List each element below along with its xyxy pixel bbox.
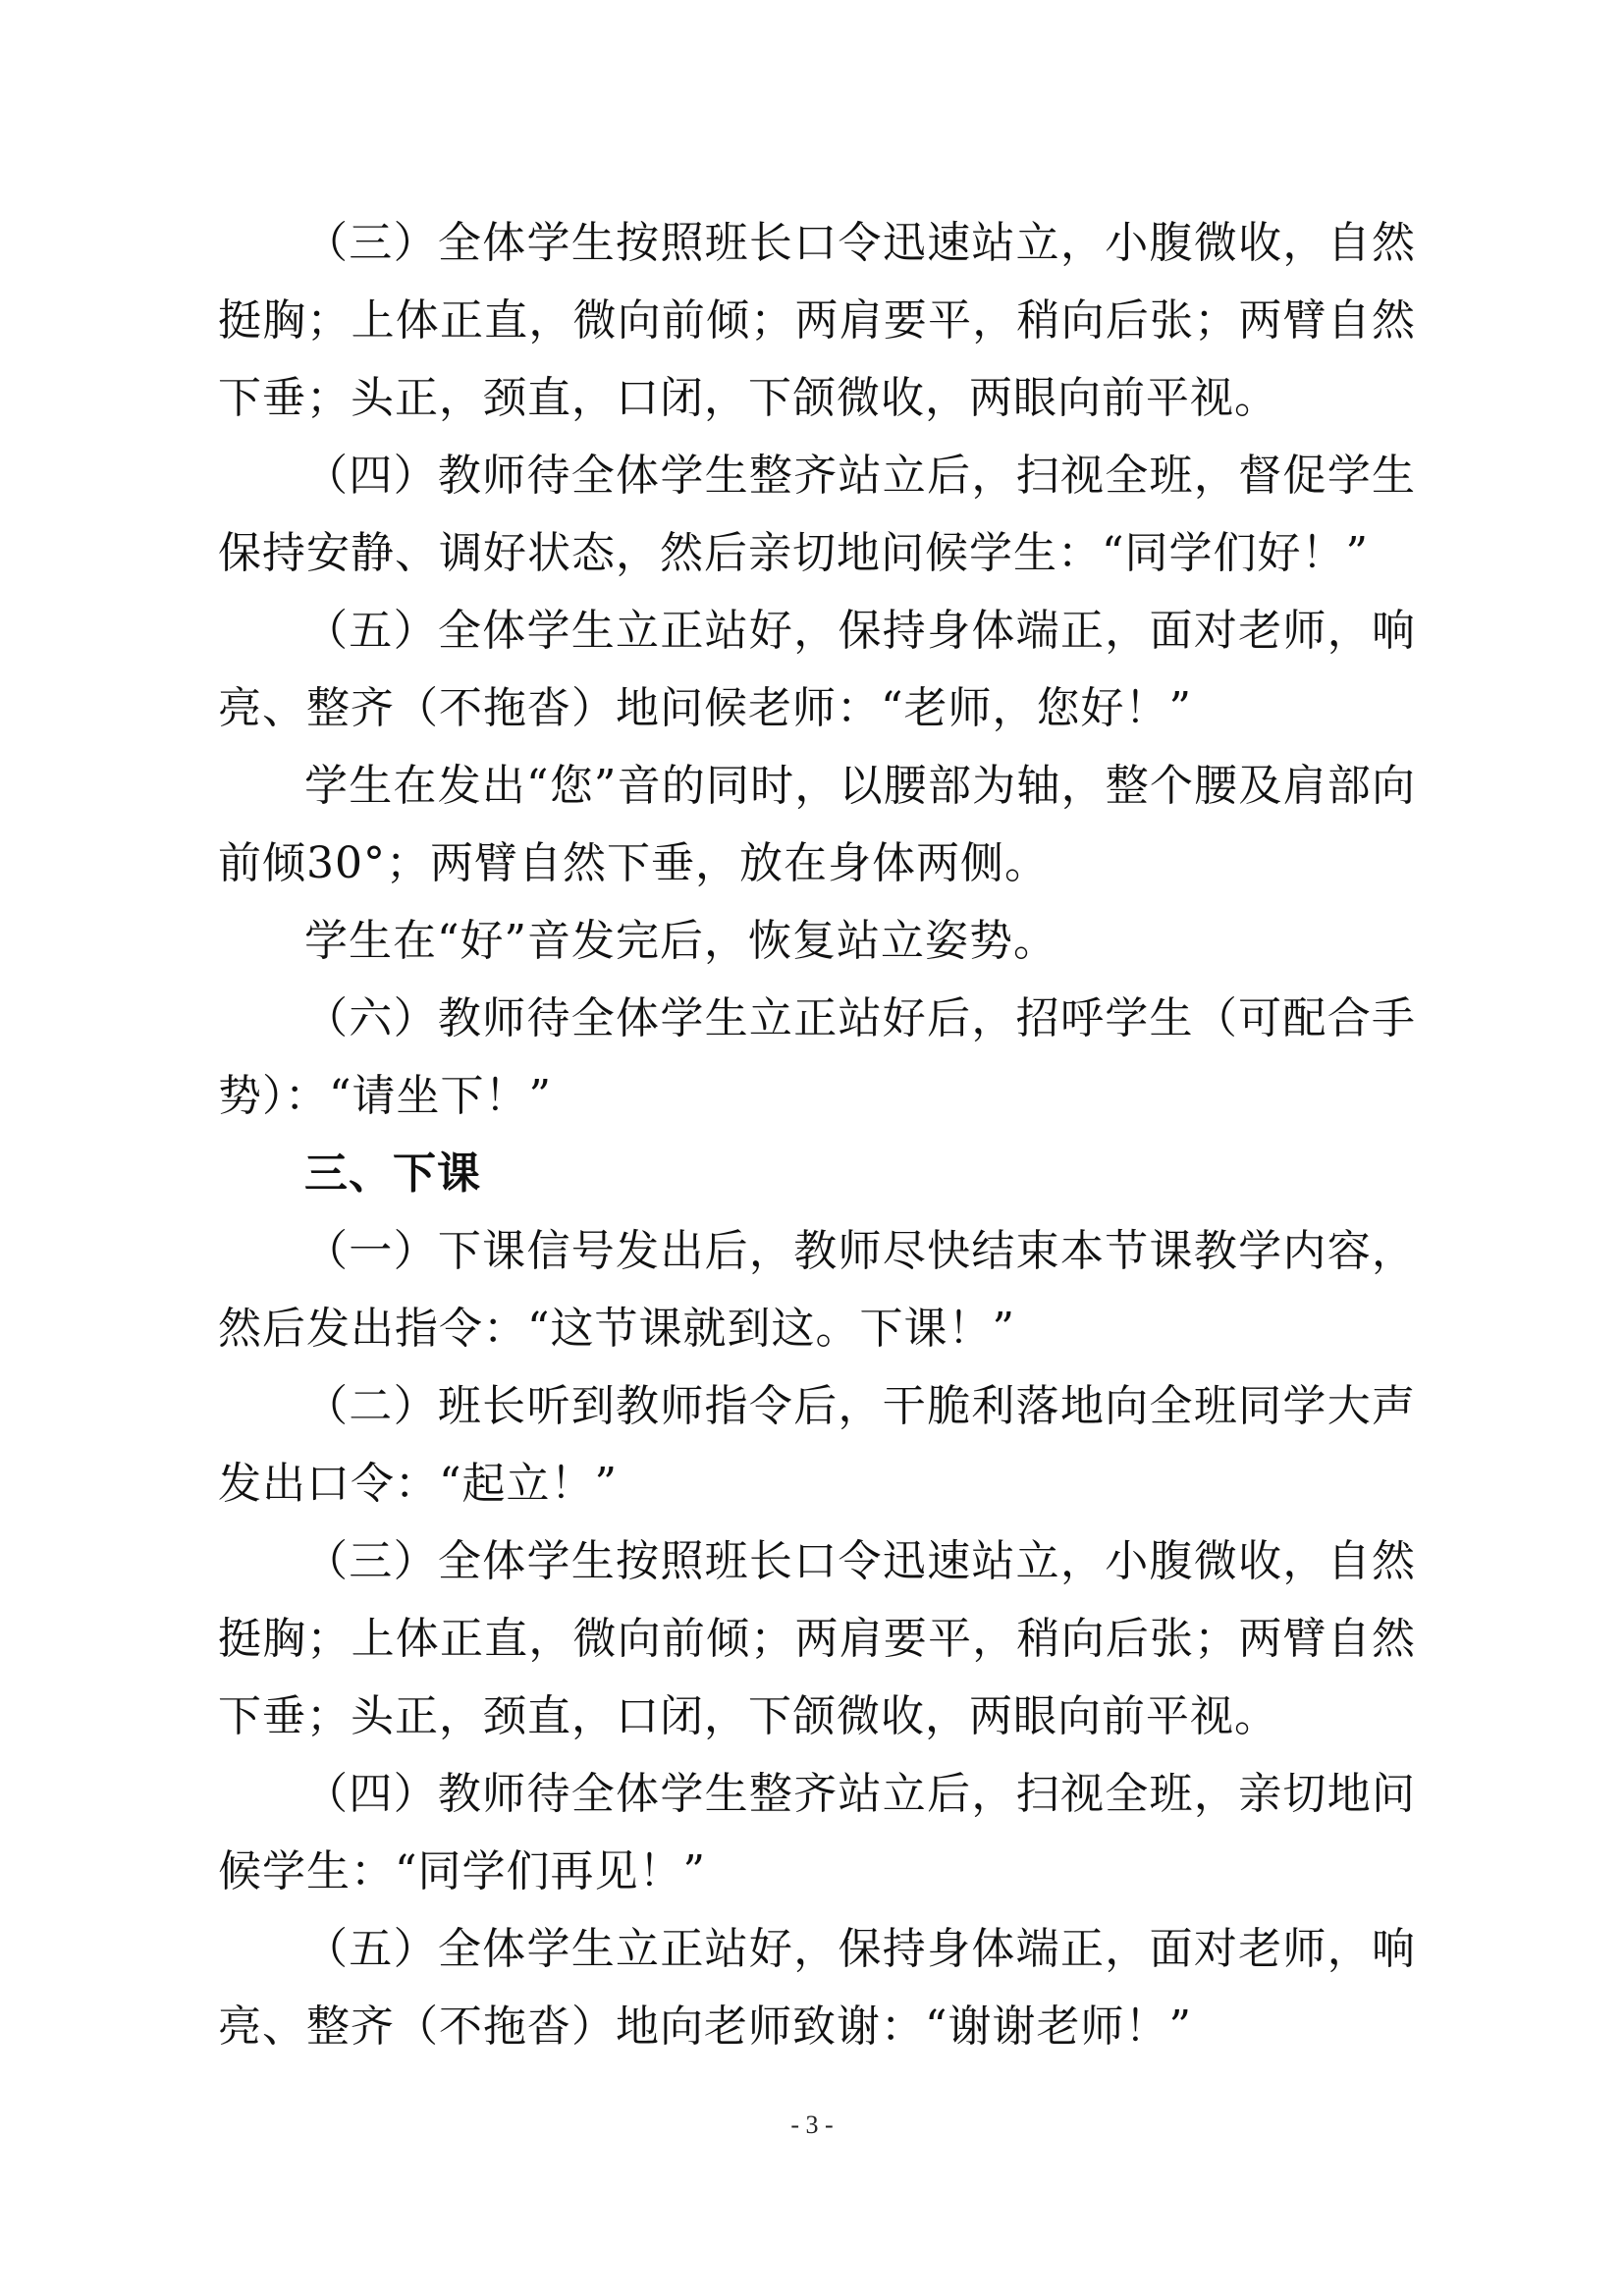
paragraph: （五）全体学生立正站好，保持身体端正，面对老师，响亮、整齐（不拖沓）地向老师致谢：“谢谢老师！” [218, 1924, 1416, 2052]
document-body [218, 204, 1416, 2065]
paragraph: （五）全体学生立正站好，保持身体端正，面对老师，响亮、整齐（不拖沓）地问候老师：“老师，您好！” [218, 606, 1416, 733]
section-heading: 三、下课 [304, 1148, 481, 1199]
paragraph: 学生在发出“您”音的同时，以腰部为轴，整个腰及肩部向前倾30°；两臂自然下垂，放在身体两侧。 [218, 761, 1416, 888]
paragraph: （四）教师待全体学生整齐站立后，扫视全班，督促学生保持安静、调好状态，然后亲切地问候学生：“同学们好！” [218, 451, 1416, 578]
paragraph: （三）全体学生按照班长口令迅速站立，小腹微收，自然挺胸；上体正直，微向前倾；两肩要平，稍向后张；两臂自然下垂；头正，颈直，口闭，下颌微收，两眼向前平视。 [218, 1536, 1416, 1741]
paragraph: （一）下课信号发出后，教师尽快结束本节课教学内容，然后发出指令：“这节课就到这。下课！” [218, 1226, 1416, 1354]
page-number: - 3 - [790, 2110, 834, 2139]
paragraph: （六）教师待全体学生立正站好后，招呼学生（可配合手势）：“请坐下！” [218, 993, 1416, 1121]
paragraph: （三）全体学生按照班长口令迅速站立，小腹微收，自然挺胸；上体正直，微向前倾；两肩要平，稍向后张；两臂自然下垂；头正，颈直，口闭，下颌微收，两眼向前平视。 [218, 218, 1416, 423]
paragraph: （四）教师待全体学生整齐站立后，扫视全班，亲切地问候学生：“同学们再见！” [218, 1769, 1416, 1896]
paragraph: （二）班长听到教师指令后，干脆利落地向全班同学大声发出口令：“起立！” [218, 1381, 1416, 1509]
paragraph: 学生在“好”音发完后，恢复站立姿势。 [304, 916, 1057, 966]
